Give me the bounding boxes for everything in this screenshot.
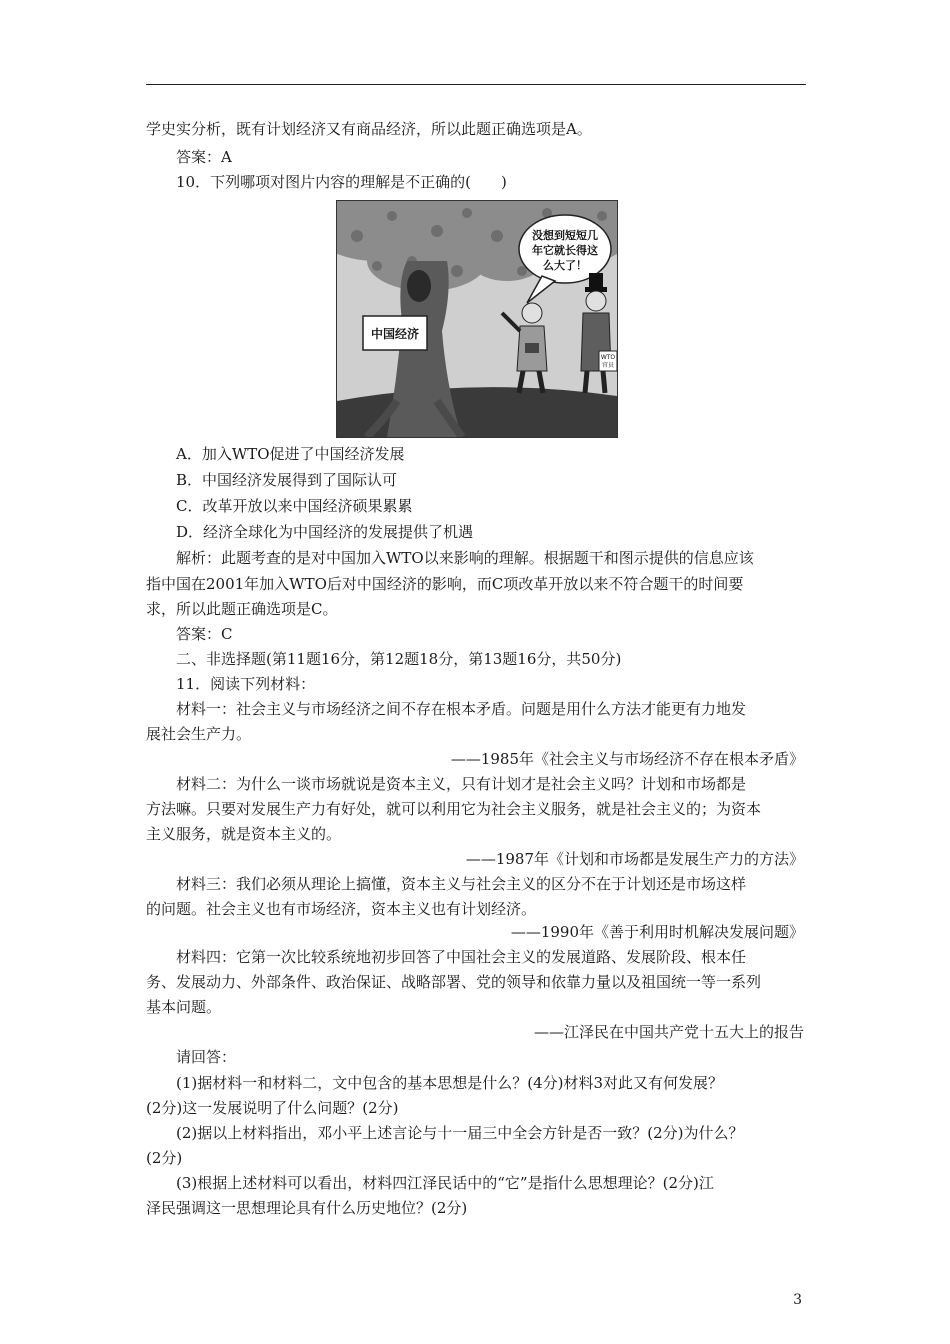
material-4-source: ——江泽民在中国共产党十五大上的报告	[533, 1023, 804, 1041]
answer-line: 答案：A	[176, 148, 232, 166]
material-3: 的问题。社会主义也有市场经济，资本主义也有计划经济。	[146, 900, 537, 918]
speech-line-3: 么大了！	[543, 259, 587, 272]
material-4: 务、发展动力、外部条件、政治保证、战略部署、党的领导和依靠力量以及祖国统一等一系列	[146, 973, 762, 991]
sub-question-3: 泽民强调这一思想理论具有什么历史地位？(2分)	[146, 1199, 468, 1217]
prompt-label: 请回答：	[176, 1048, 237, 1066]
page-number: 3	[793, 1292, 802, 1308]
option-c: C．改革开放以来中国经济硕果累累	[176, 497, 413, 515]
material-2: 主义服务，就是资本主义的。	[146, 825, 342, 843]
question-10: 10．下列哪项对图片内容的理解是不正确的( )	[176, 173, 507, 191]
option-a: A．加入WTO促进了中国经济发展	[176, 445, 405, 463]
material-2: 材料二：为什么一谈市场就说是资本主义，只有计划才是社会主义吗？计划和市场都是	[176, 775, 747, 793]
explanation-line: 指中国在2001年加入WTO后对中国经济的影响，而C项改革开放以来不符合题干的时间要	[146, 575, 744, 593]
section-heading: 二、非选择题(第11题16分，第12题18分，第13题16分，共50分)	[176, 650, 622, 668]
material-2-source: ——1987年《计划和市场都是发展生产力的方法》	[465, 850, 804, 868]
explanation-line: 求，所以此题正确选项是C。	[146, 600, 338, 618]
option-d: D．经济全球化为中国经济的发展提供了机遇	[176, 523, 474, 541]
material-4: 基本问题。	[146, 998, 222, 1016]
badge-line-1: WTO	[600, 354, 616, 361]
cartoon-figure	[336, 200, 618, 438]
sub-question-3: (3)根据上述材料可以看出，材料四江泽民话中的“它”是指什么思想理论？(2分)江	[176, 1174, 714, 1192]
question-11: 11．阅读下列材料：	[176, 675, 316, 693]
sub-question-2: (2)据以上材料指出，邓小平上述言论与十一届三中全会方针是否一致？(2分)为什么？	[176, 1124, 744, 1142]
explanation-line: 解析：此题考查的是对中国加入WTO以来影响的理解。根据题干和图示提供的信息应该	[176, 549, 754, 567]
material-1-source: ——1985年《社会主义与市场经济不存在根本矛盾》	[450, 750, 804, 768]
speech-line-2: 年它就长得这	[532, 244, 598, 257]
material-1: 材料一：社会主义与市场经济之间不存在根本矛盾。问题是用什么方法才能更有力地发	[176, 700, 747, 718]
material-3-source: ——1990年《善于利用时机解决发展问题》	[510, 923, 804, 941]
tree-sign-text: 中国经济	[370, 327, 420, 341]
sub-question-1: (2分)这一发展说明了什么问题？(2分)	[146, 1099, 399, 1117]
material-1: 展社会生产力。	[146, 725, 252, 743]
sub-question-2: (2分)	[146, 1149, 183, 1167]
material-2: 方法嘛。只要对发展生产力有好处，就可以利用它为社会主义服务，就是社会主义的；为资本	[146, 800, 762, 818]
header-rule	[146, 84, 806, 85]
material-3: 材料三：我们必须从理论上搞懂，资本主义与社会主义的区分不在于计划还是市场这样	[176, 875, 747, 893]
speech-line-1: 没想到短短几	[532, 229, 598, 242]
badge-line-2: 官员	[601, 362, 615, 369]
sub-question-1: (1)据材料一和材料二，文中包含的基本思想是什么？(4分)材料3对此又有何发展？	[176, 1074, 724, 1092]
answer-line: 答案：C	[176, 625, 233, 643]
cartoon-illustration	[337, 201, 617, 437]
text-line: 学史实分析，既有计划经济又有商品经济，所以此题正确选项是A。	[146, 120, 592, 138]
material-4: 材料四：它第一次比较系统地初步回答了中国社会主义的发展道路、发展阶段、根本任	[176, 948, 747, 966]
option-b: B．中国经济发展得到了国际认可	[176, 471, 398, 489]
